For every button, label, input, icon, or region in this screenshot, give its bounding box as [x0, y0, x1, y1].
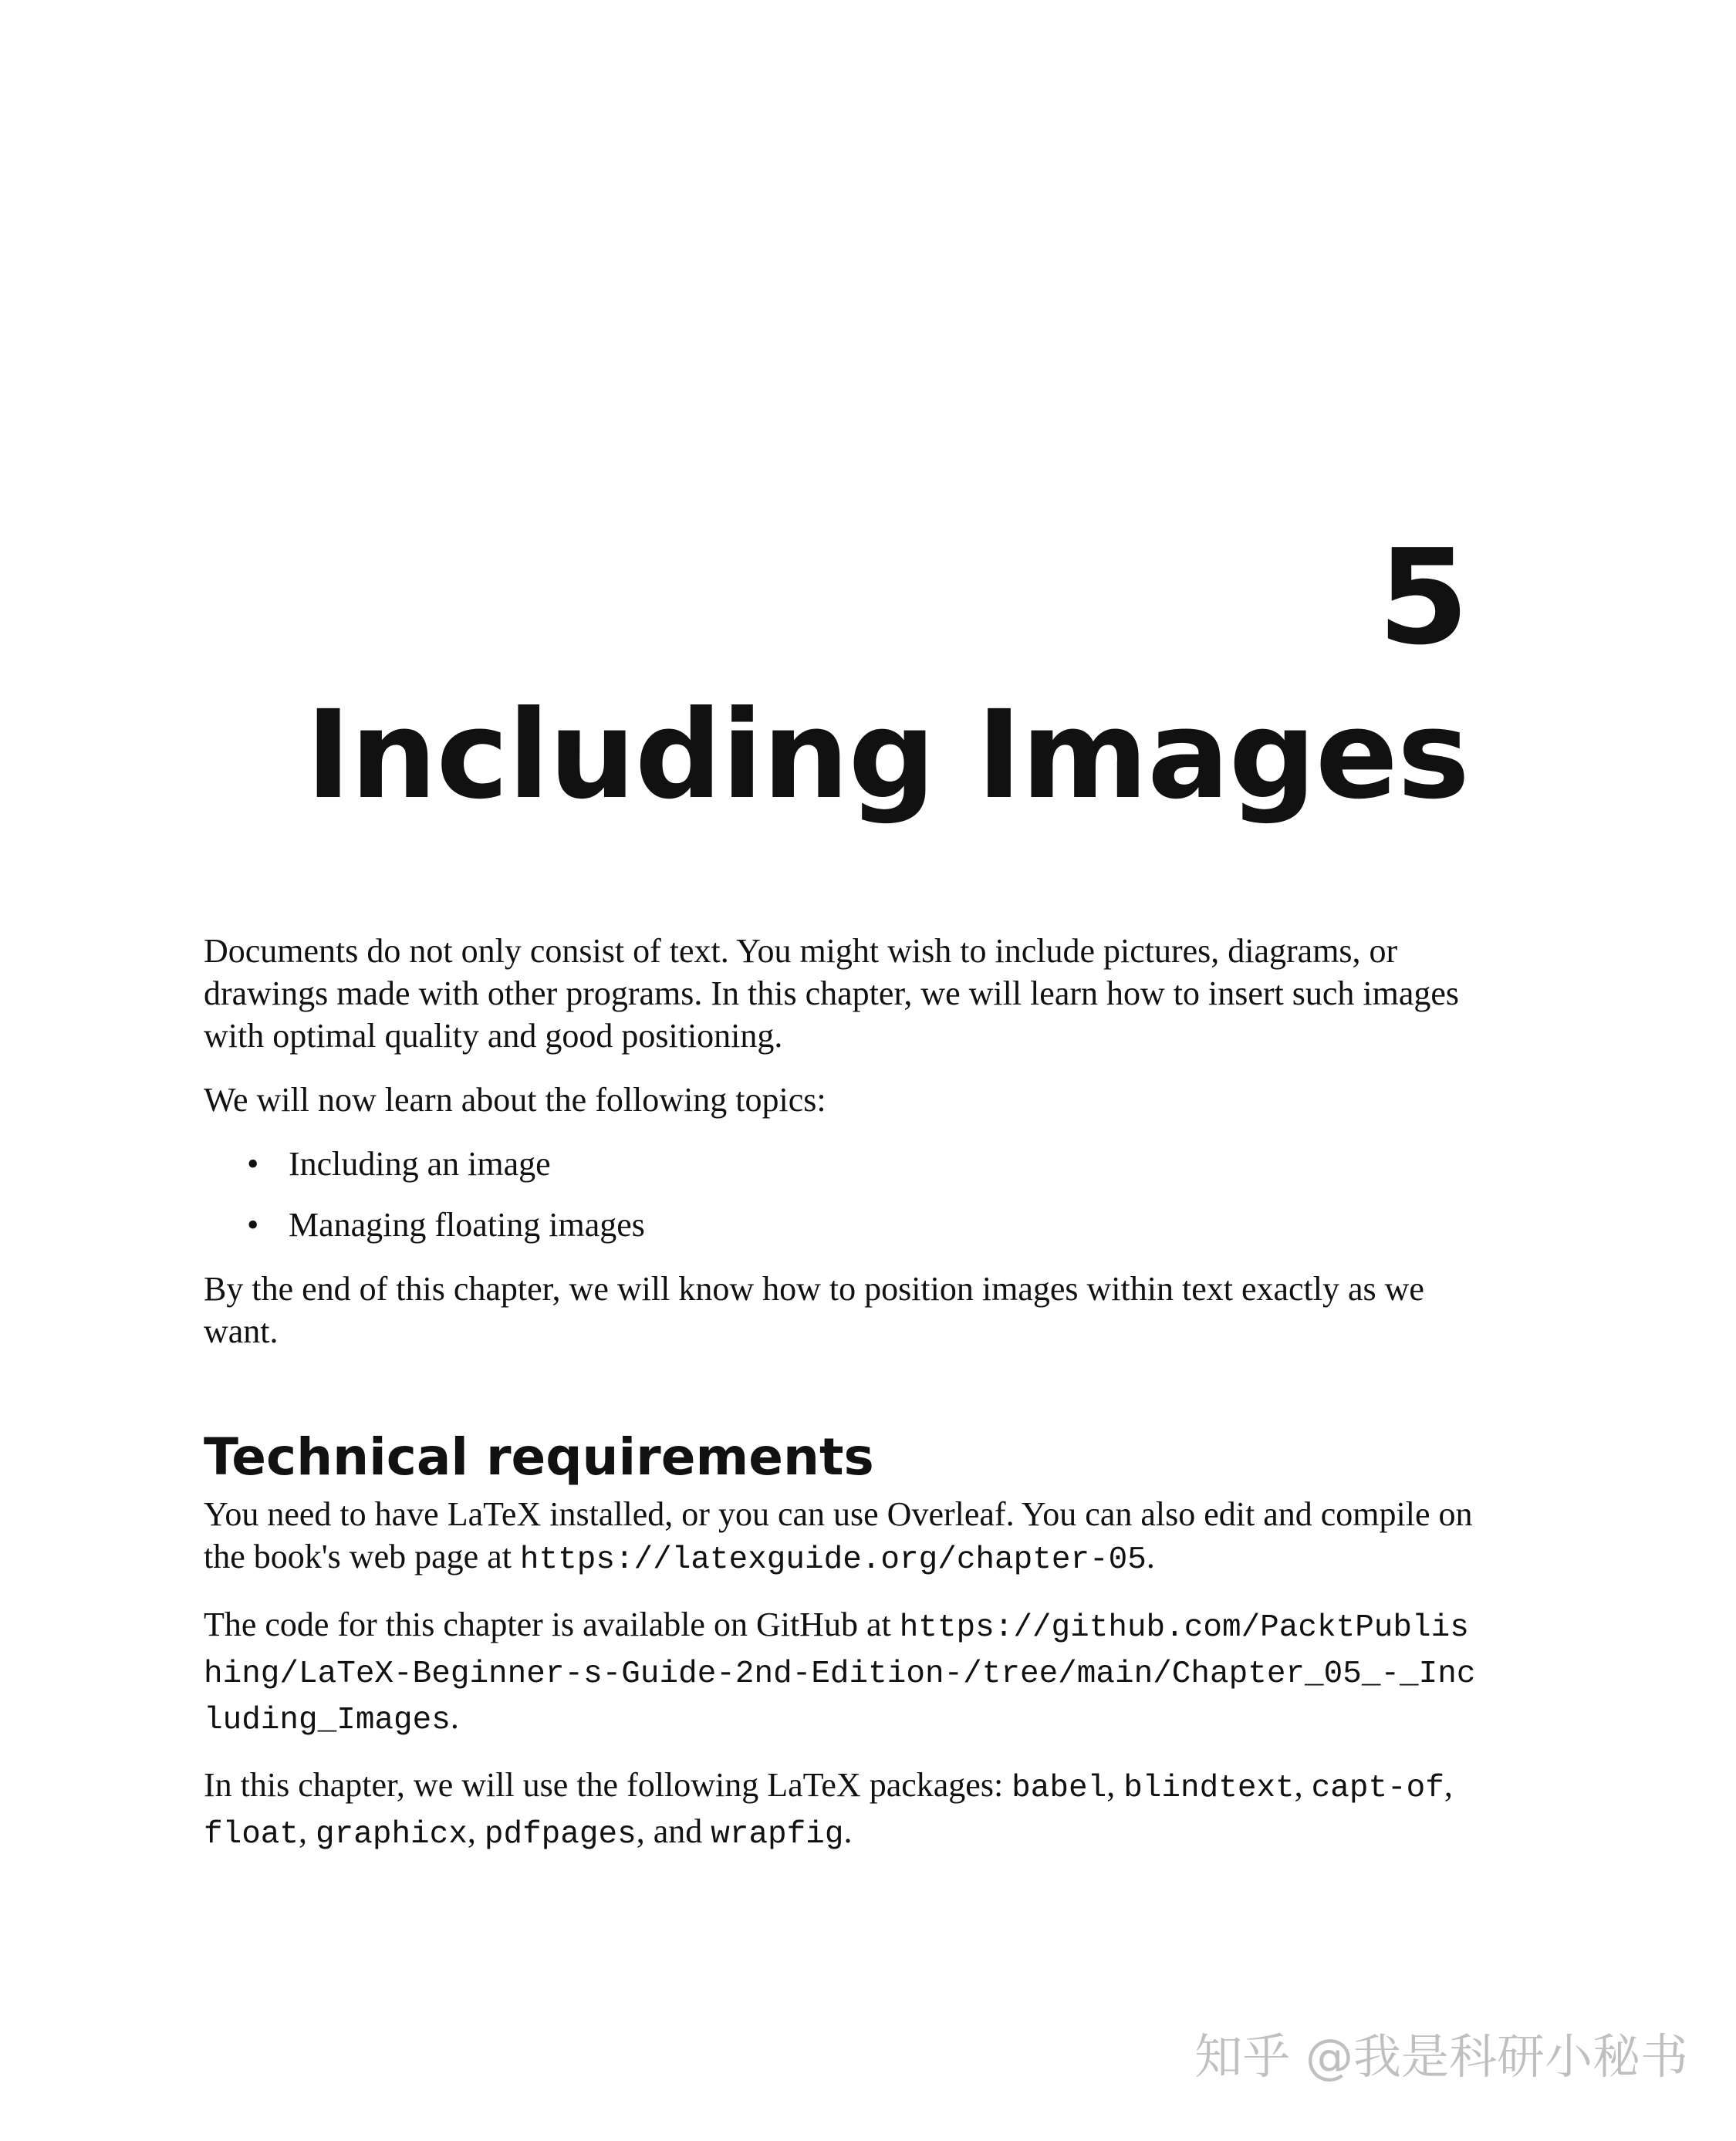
- github-paragraph: [204, 1603, 1484, 1742]
- topics-lead: We will now learn about the following topics:: [204, 1081, 826, 1119]
- bullet-icon: •: [247, 1206, 259, 1244]
- list-item-label: Including an image: [289, 1145, 551, 1183]
- list-item: [204, 1204, 1484, 1246]
- watermark: 知乎 @我是科研小秘书: [1194, 2028, 1688, 2085]
- requirements-paragraph: [204, 1493, 1484, 1582]
- closing-paragraph: By the end of this chapter, we will know how to position images within text exactly as we want.: [204, 1270, 1424, 1350]
- packages-paragraph: In this chapter, we will use the following LaTeX packages: babel, blindtext, capt-of, float, graphicx, pdfpages, and wrapfig.: [204, 1766, 1453, 1852]
- list-item: [204, 1143, 1484, 1185]
- github-link[interactable]: https://github.com/PacktPublishing/LaTeX-Beginner-s-Guide-2nd-Edition-/tree/main/Chapter_05_-_Including_Images: [204, 1610, 1476, 1738]
- package-name: wrapfig: [711, 1817, 844, 1852]
- chapter-body: [204, 930, 1484, 1878]
- package-name: blindtext: [1123, 1771, 1295, 1806]
- intro-paragraph: Documents do not only consist of text. You might wish to include pictures, diagrams, or drawings made with other programs. In this chapter, we will learn how to insert such images with optimal quality and good positioning.: [204, 932, 1460, 1055]
- punctuation: .: [450, 1698, 459, 1736]
- conjunction: and: [653, 1812, 703, 1850]
- packages-text: In this chapter, we will use the following LaTeX packages:: [204, 1766, 1012, 1804]
- list-item-label: Managing floating images: [289, 1206, 645, 1244]
- package-name: pdfpages: [484, 1817, 637, 1852]
- package-name: capt-of: [1311, 1771, 1444, 1806]
- bullet-icon: •: [247, 1145, 259, 1183]
- book-webpage-link[interactable]: https://latexguide.org/chapter-05: [519, 1542, 1147, 1578]
- package-name: float: [204, 1817, 299, 1852]
- package-name: babel: [1012, 1771, 1107, 1806]
- package-name: graphicx: [316, 1817, 468, 1852]
- chapter-title: Including Images: [306, 684, 1469, 826]
- punctuation: .: [843, 1812, 853, 1850]
- github-text: The code for this chapter is available on GitHub at: [204, 1606, 900, 1643]
- section-heading: Technical requirements: [204, 1427, 874, 1487]
- chapter-number: 5: [1377, 522, 1469, 674]
- punctuation: .: [1146, 1538, 1155, 1575]
- topics-list: [204, 1143, 1484, 1246]
- requirements-text: You need to have LaTeX installed, or you can use Overleaf. You can also edit and compile on the book's web page at: [204, 1495, 1473, 1575]
